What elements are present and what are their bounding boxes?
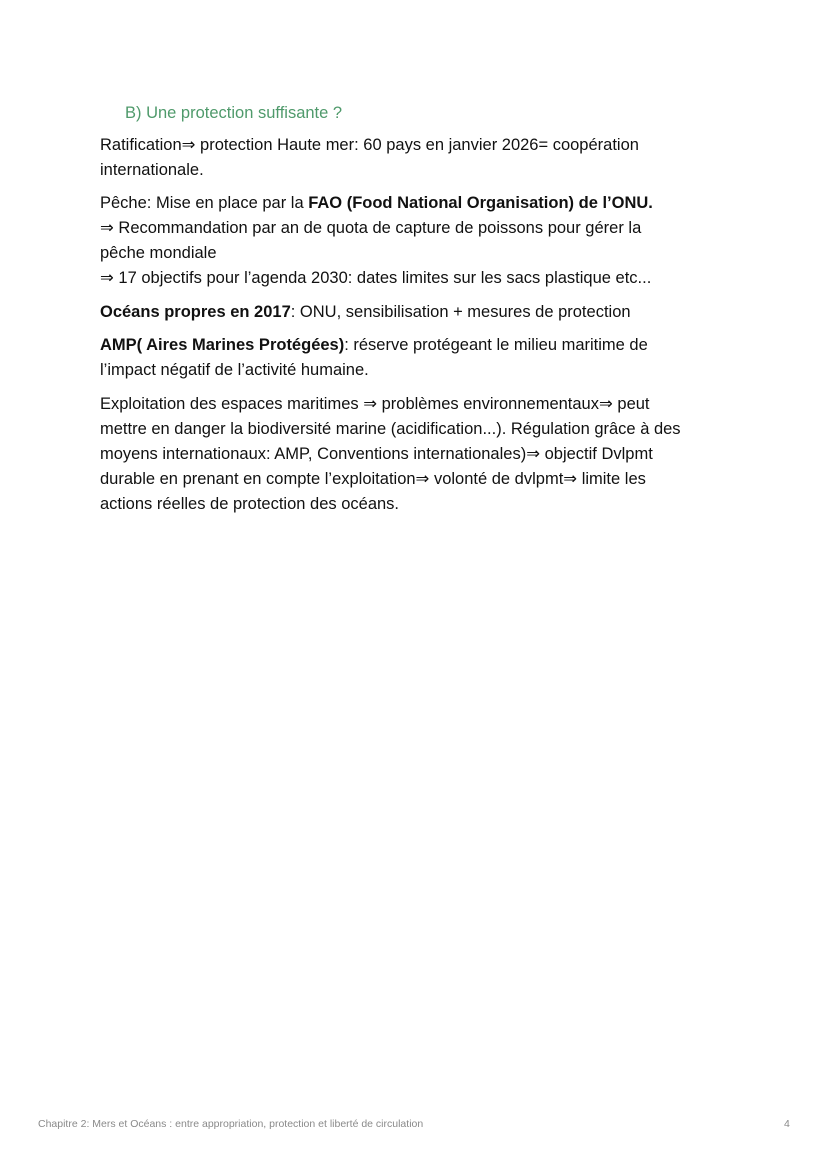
footer-page-number: 4 (784, 1118, 790, 1130)
paragraph-ratification (100, 133, 740, 183)
paragraph-peche (100, 191, 740, 291)
text-line: internationale. (100, 161, 204, 179)
text-line: ⇒ 17 objectifs pour l’agenda 2030: dates limites sur les sacs plastique etc... (100, 269, 652, 287)
text-line: mettre en danger la biodiversité marine (acidification...). Régulation grâce à des (100, 420, 681, 438)
text-normal: : ONU, sensibilisation + mesures de protection (290, 303, 631, 321)
text-line: Ratification⇒ protection Haute mer: 60 pays en janvier 2026= coopération (100, 136, 639, 154)
text-line (100, 300, 740, 325)
text-line (100, 333, 740, 358)
section-heading: B) Une protection suffisante ? (125, 104, 343, 122)
text-line: moyens internationaux: AMP, Conventions internationales)⇒ objectif Dvlpmt (100, 445, 653, 463)
text-normal: : réserve protégeant le milieu maritime de (344, 336, 648, 354)
text-bold-fao: FAO (Food National Organisation) de l’ONU. (308, 194, 653, 212)
paragraph-exploitation (100, 392, 740, 517)
text-line (100, 191, 740, 216)
text-line: Exploitation des espaces maritimes ⇒ problèmes environnementaux⇒ peut (100, 395, 650, 413)
text-line: l’impact négatif de l’activité humaine. (100, 361, 369, 379)
text-line: actions réelles de protection des océans. (100, 495, 400, 513)
text-normal: Pêche: Mise en place par la (100, 194, 309, 212)
text-line: durable en prenant en compte l’exploitation⇒ volonté de dvlpmt⇒ limite les (100, 470, 646, 488)
footer-chapter-title: Chapitre 2: Mers et Océans : entre appropriation, protection et liberté de circulation (38, 1118, 424, 1130)
text-line: ⇒ Recommandation par an de quota de capture de poissons pour gérer la (100, 219, 642, 237)
paragraph-oceans-propres (100, 300, 740, 325)
text-line: pêche mondiale (100, 244, 217, 262)
paragraph-amp (100, 333, 740, 383)
text-bold: AMP( Aires Marines Protégées) (100, 336, 345, 354)
text-bold: Océans propres en 2017 (100, 303, 291, 321)
